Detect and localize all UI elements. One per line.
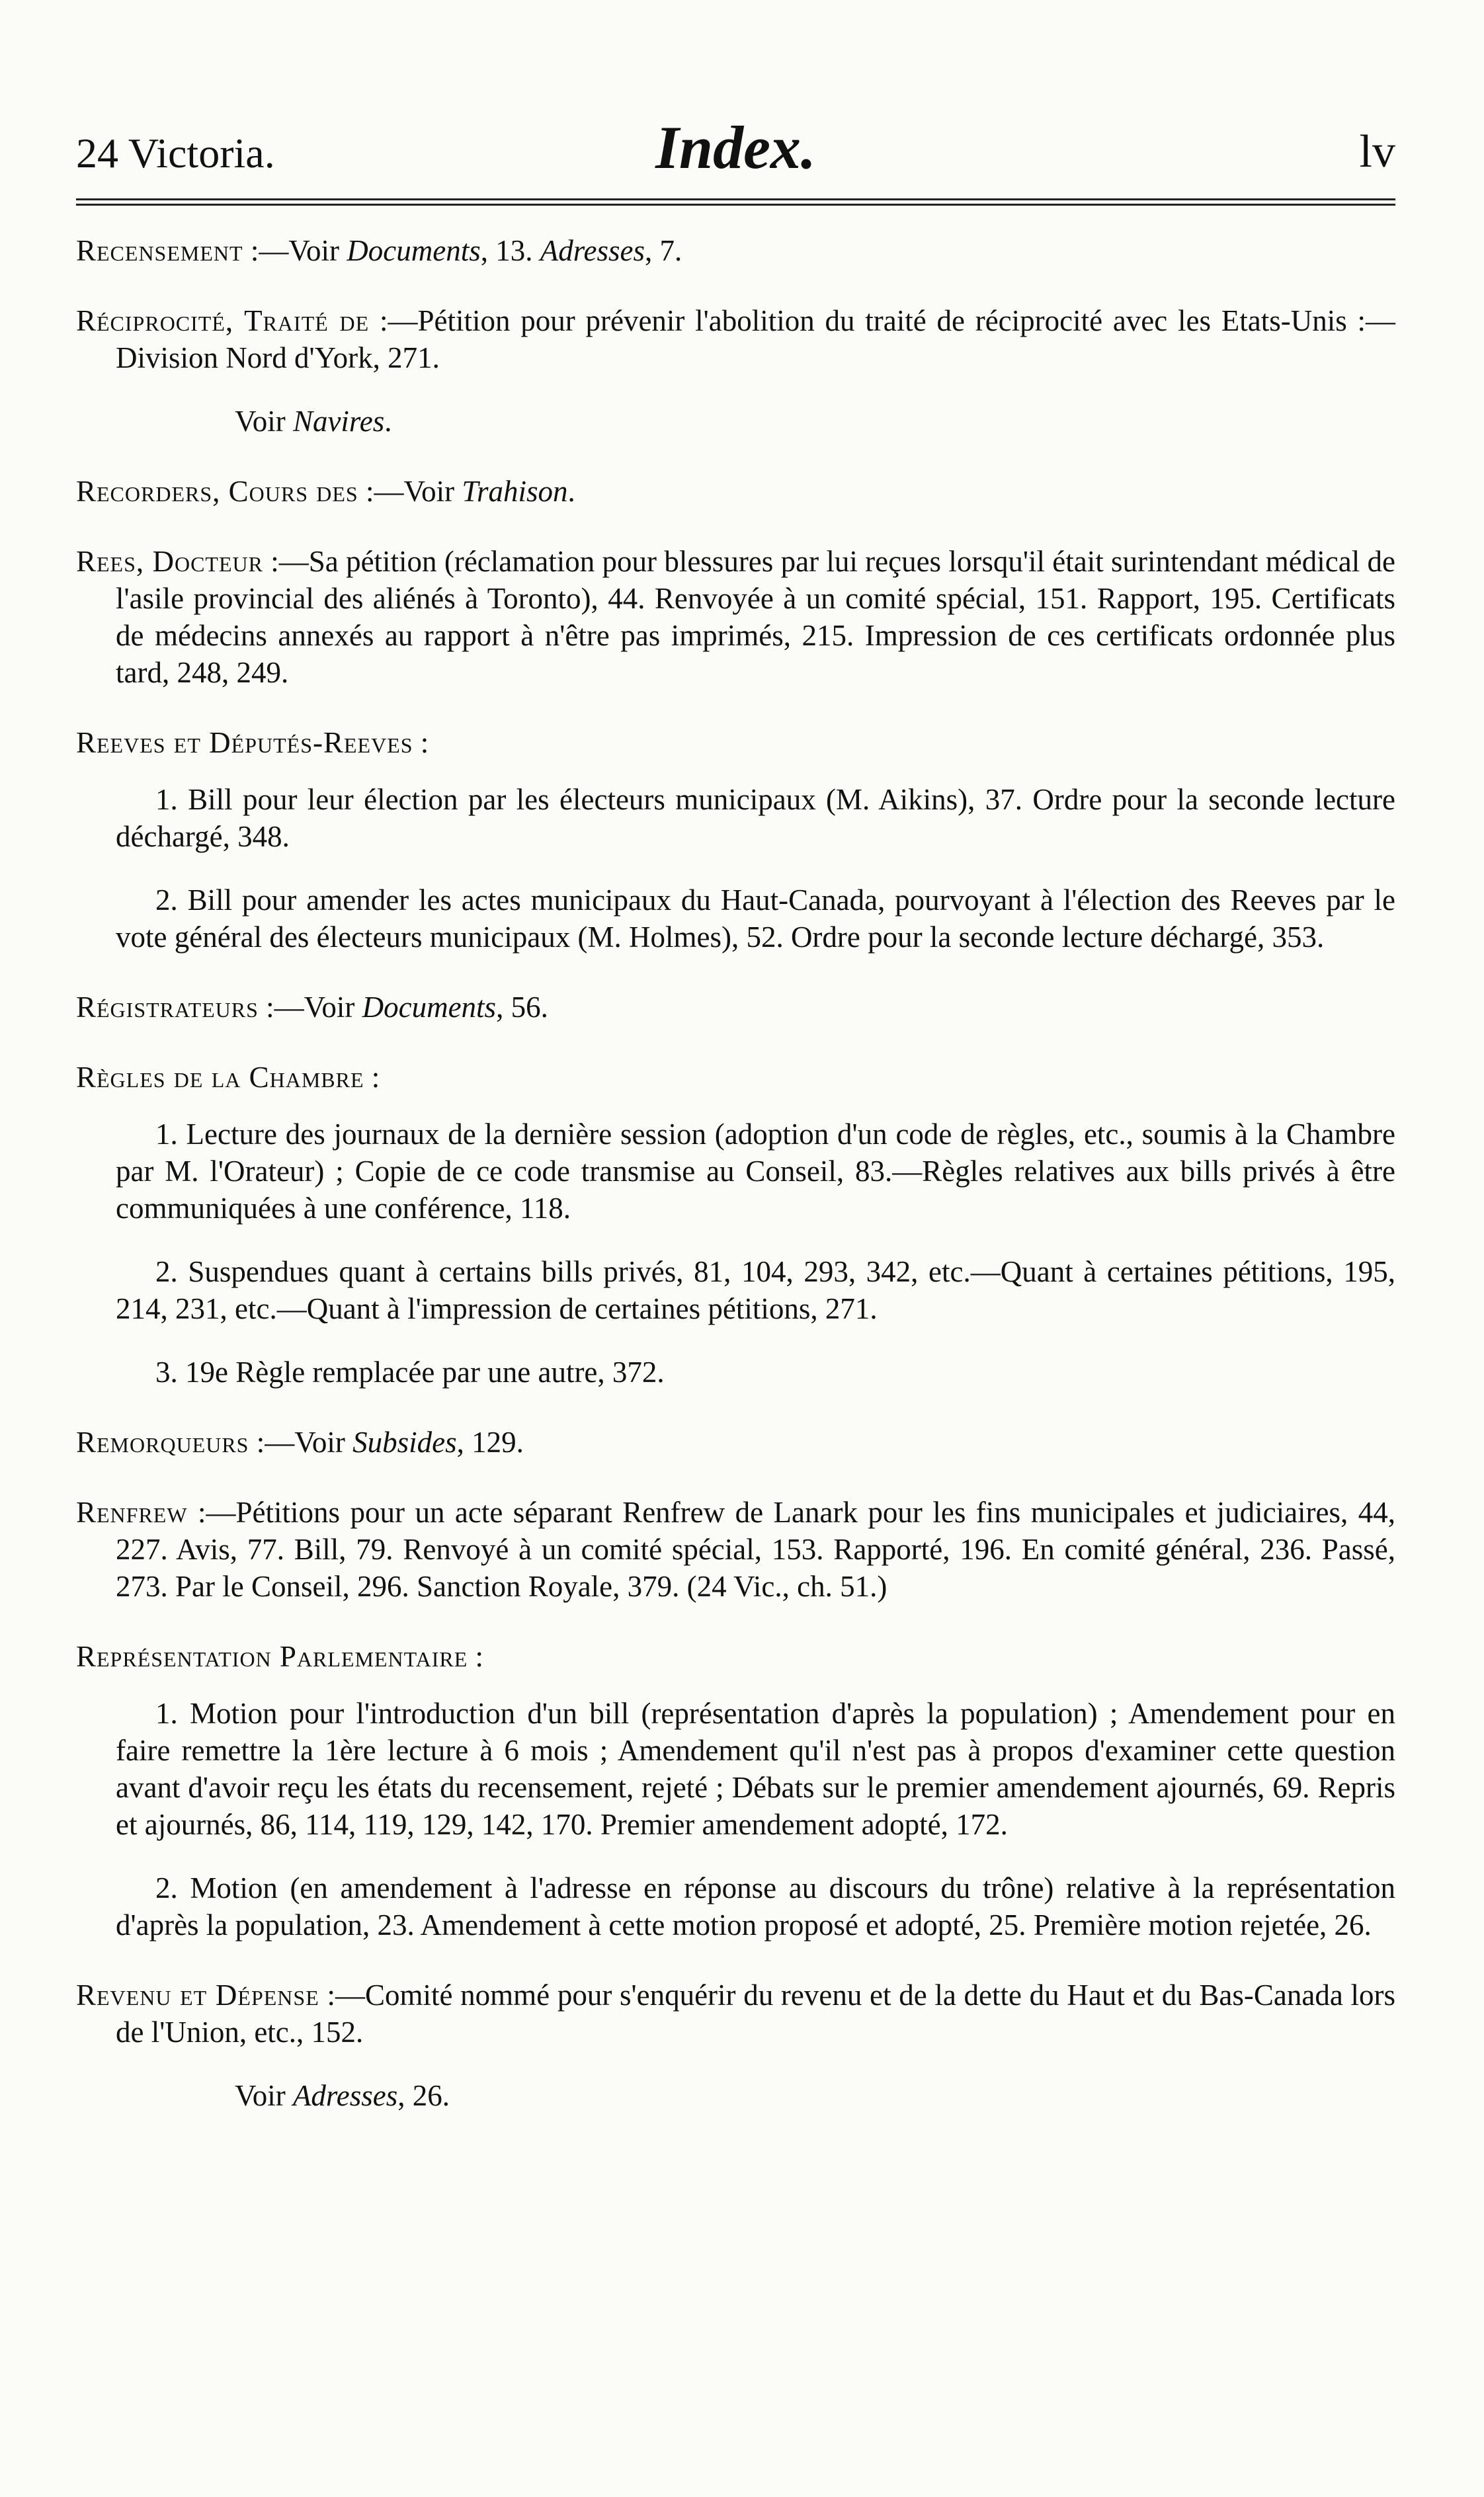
sub-entry: 2. Motion (en amendement à l'adresse en réponse au discours du trône) relative à la représentation d'après la population, 23. Amendement à cette motion proposé et adopté, 25. Première motion rejetée, 26. (116, 1871, 1395, 1942)
entry-text: : (413, 726, 429, 759)
sub-entry: 2. Bill pour amender les actes municipaux du Haut-Canada, pourvoyant à l'élection des Reeves par le vote général des électeurs municipaux (M. Holmes), 52. Ordre pour la seconde lecture déchargé, 353. (116, 883, 1395, 954)
entry-text: :—Voir (358, 475, 462, 508)
entry-heading: Recensement (76, 234, 243, 267)
entry-heading: Recorders, Cours des (76, 475, 358, 508)
cross-reference: Documents (362, 991, 497, 1024)
entry-heading: Renfrew (76, 1496, 188, 1529)
entry-text: , 129. (456, 1426, 524, 1459)
entry-text: , 26. (397, 2079, 450, 2112)
entry-text: : (468, 1640, 484, 1673)
cross-reference: Adresses (540, 234, 645, 267)
entry-text: , 7. (645, 234, 682, 267)
running-header (76, 99, 1395, 198)
entry-text: : (364, 1061, 380, 1094)
entry-heading: Rees, Docteur (76, 545, 263, 578)
header-title: Index. (655, 114, 816, 181)
see-also-label: Voir (235, 2079, 293, 2112)
cross-reference: Documents (347, 234, 481, 267)
entry-heading: Remorqueurs (76, 1426, 249, 1459)
entry-reciprocite (76, 302, 1395, 376)
entry-text: :—Pétitions pour un acte séparant Renfrew de Lanark pour les fins municipales et judiciaires, 44, 227. Avis, 77. Bill, 79. Renvoyé à un comité spécial, 153. Rapporté, 196. En comité général, 236. Passé, 273. Par le Conseil, 296. Sanction Royale, 379. (24 Vic., ch. 51.) (116, 1496, 1395, 1603)
entry-text: , 56. (496, 991, 548, 1024)
entry-text: , 13. (480, 234, 540, 267)
entry-rees (76, 543, 1395, 691)
cross-reference: Adresses (292, 2079, 398, 2112)
entry-recorders (76, 473, 1395, 510)
see-also-label: Voir (235, 405, 293, 438)
header-volume: 24 Victoria. (76, 130, 275, 177)
entry-text: :—Voir (258, 991, 362, 1024)
cross-reference: Navires (292, 405, 385, 438)
entry-text: :—Pétition pour prévenir l'abolition du traité de réciprocité avec les Etats-Unis :—Division Nord d'York, 271. (116, 304, 1395, 374)
entry-remorqueurs (76, 1424, 1395, 1461)
entry-heading: Revenu et Dépense (76, 1979, 319, 2012)
entry-representation (76, 1638, 1395, 1675)
entry-heading: Règles de la Chambre (76, 1061, 364, 1094)
sub-entry: 3. 19e Règle remplacée par une autre, 372. (155, 1356, 665, 1389)
entry-registrateurs (76, 989, 1395, 1026)
sub-entry: 1. Motion pour l'introduction d'un bill (représentation d'après la population) ; Amendement pour en faire remettre la 1ère lecture à 6 mois ; Amendement qu'il n'est pas à propos d'examiner cette question avant d'avoir reçu les états du recensement, rejeté ; Débats sur le premier amendement ajournés, 69. Repris et ajournés, 86, 114, 119, 129, 142, 170. Premier amendement adopté, 172. (116, 1697, 1395, 1841)
entry-heading: Représentation Parlementaire (76, 1640, 468, 1673)
index-page (76, 99, 1395, 2147)
header-page-number: lv (1359, 126, 1395, 177)
entry-revenu (76, 1977, 1395, 2051)
entry-heading: Réciprocité, Traité de (76, 304, 370, 337)
entry-text: :—Voir (243, 234, 347, 267)
cross-reference: Trahison (462, 475, 568, 508)
see-also (235, 403, 1395, 440)
entry-heading: Régistrateurs (76, 991, 259, 1024)
sub-entry: 2. Suspendues quant à certains bills privés, 81, 104, 293, 342, etc.—Quant à certaines pétitions, 195, 214, 231, etc.—Quant à l'impression de certaines pétitions, 271. (116, 1255, 1395, 1325)
entry-text: . (384, 405, 392, 438)
entry-recensement (76, 232, 1395, 269)
header-rule (76, 198, 1395, 206)
entry-regles (76, 1059, 1395, 1096)
entry-text: :—Voir (249, 1426, 353, 1459)
entry-reeves (76, 724, 1395, 761)
entry-text: . (567, 475, 575, 508)
entry-heading: Reeves et Députés-Reeves (76, 726, 413, 759)
see-also (235, 2077, 1395, 2114)
sub-entry: 1. Bill pour leur élection par les électeurs municipaux (M. Aikins), 37. Ordre pour la seconde lecture déchargé, 348. (116, 783, 1395, 853)
entry-text: :—Comité nommé pour s'enquérir du revenu et de la dette du Haut et du Bas-Canada lors de l'Union, etc., 152. (116, 1979, 1395, 2049)
sub-entry: 1. Lecture des journaux de la dernière session (adoption d'un code de règles, etc., soumis à la Chambre par M. l'Orateur) ; Copie de ce code transmise au Conseil, 83.—Règles relatives aux bills privés à être communiquées à une conférence, 118. (116, 1118, 1395, 1225)
entry-text: :—Sa pétition (réclamation pour blessures par lui reçues lorsqu'il était surintendant médical de l'asile provincial des aliénés à Toronto), 44. Renvoyée à un comité spécial, 151. Rapport, 195. Certificats de médecins annexés au rapport à n'être pas imprimés, 215. Impression de ces certificats ordonnée plus tard, 248, 249. (116, 545, 1395, 689)
cross-reference: Subsides (352, 1426, 457, 1459)
entry-renfrew (76, 1494, 1395, 1605)
